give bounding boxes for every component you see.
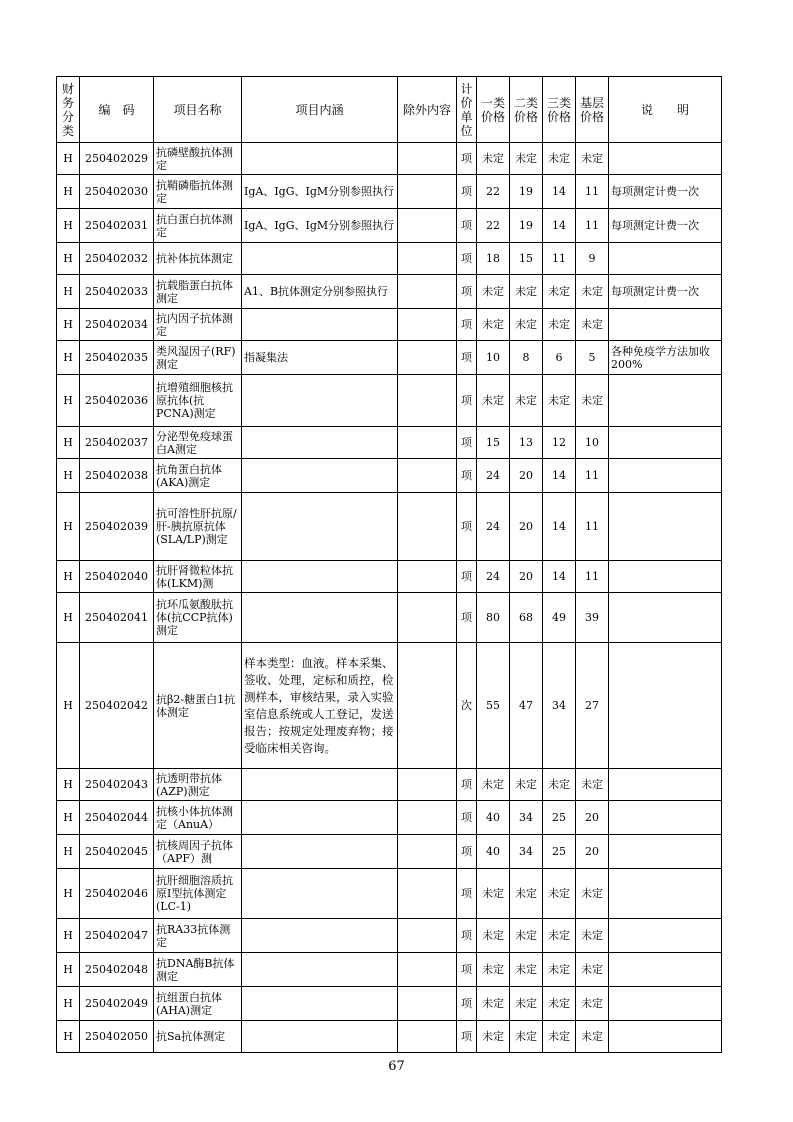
table-row — [57, 769, 722, 801]
table-row — [57, 919, 722, 953]
row-name: 分泌型免疫球蛋白A测定 — [154, 427, 242, 459]
row-name: 抗磷壁酸抗体测定 — [154, 143, 242, 175]
header-price2: 二类价格 — [510, 77, 543, 143]
row-price3: 49 — [543, 593, 576, 643]
row-price3: 未定 — [543, 919, 576, 953]
row-price-base: 未定 — [576, 987, 609, 1021]
row-price1: 未定 — [477, 869, 510, 919]
row-unit: 项 — [457, 275, 477, 309]
row-content: A1、B抗体测定分别参照执行 — [242, 275, 398, 309]
row-price3: 未定 — [543, 309, 576, 341]
row-price1: 未定 — [477, 275, 510, 309]
row-exclusion — [398, 175, 457, 209]
row-code: 250402042 — [80, 643, 154, 769]
row-category: H — [57, 835, 80, 869]
row-price2: 未定 — [510, 987, 543, 1021]
row-exclusion — [398, 561, 457, 593]
row-content — [242, 987, 398, 1021]
row-content — [242, 427, 398, 459]
row-exclusion — [398, 1021, 457, 1053]
row-content — [242, 919, 398, 953]
table-row — [57, 209, 722, 243]
row-name: 抗核小体抗体测定（AnuA） — [154, 801, 242, 835]
row-price1: 15 — [477, 427, 510, 459]
row-content — [242, 801, 398, 835]
row-code: 250402049 — [80, 987, 154, 1021]
row-note — [609, 561, 722, 593]
row-note: 每项测定计费一次 — [609, 175, 722, 209]
row-price3: 14 — [543, 175, 576, 209]
row-name: 抗β2-糖蛋白1抗体测定 — [154, 643, 242, 769]
row-price1: 未定 — [477, 143, 510, 175]
row-price2: 34 — [510, 801, 543, 835]
row-price-base: 未定 — [576, 769, 609, 801]
row-unit: 项 — [457, 427, 477, 459]
row-exclusion — [398, 643, 457, 769]
row-unit: 项 — [457, 309, 477, 341]
row-name: 抗肝细胞溶质抗原I型抗体测定(LC-1) — [154, 869, 242, 919]
row-exclusion — [398, 275, 457, 309]
row-price-base: 39 — [576, 593, 609, 643]
row-code: 250402033 — [80, 275, 154, 309]
row-note — [609, 309, 722, 341]
row-price2: 未定 — [510, 309, 543, 341]
row-code: 250402032 — [80, 243, 154, 275]
row-category: H — [57, 593, 80, 643]
row-unit: 项 — [457, 143, 477, 175]
row-unit: 项 — [457, 459, 477, 493]
row-unit: 项 — [457, 801, 477, 835]
row-name: 抗环瓜氨酸肽抗体(抗CCP抗体)测定 — [154, 593, 242, 643]
row-unit: 项 — [457, 209, 477, 243]
row-note — [609, 801, 722, 835]
row-exclusion — [398, 309, 457, 341]
row-price1: 24 — [477, 561, 510, 593]
row-name: 抗补体抗体测定 — [154, 243, 242, 275]
row-price1: 24 — [477, 459, 510, 493]
row-exclusion — [398, 243, 457, 275]
row-exclusion — [398, 769, 457, 801]
row-price3: 14 — [543, 493, 576, 561]
table-row — [57, 643, 722, 769]
row-content — [242, 309, 398, 341]
row-price3: 未定 — [543, 375, 576, 427]
row-price-base: 11 — [576, 459, 609, 493]
row-name: 抗内因子抗体测定 — [154, 309, 242, 341]
header-price1: 一类价格 — [477, 77, 510, 143]
row-price-base: 11 — [576, 561, 609, 593]
table-row — [57, 459, 722, 493]
row-unit: 项 — [457, 341, 477, 375]
row-note — [609, 243, 722, 275]
row-content — [242, 561, 398, 593]
header-name: 项目名称 — [154, 77, 242, 143]
row-unit: 项 — [457, 1021, 477, 1053]
row-price-base: 11 — [576, 175, 609, 209]
row-category: H — [57, 427, 80, 459]
row-code: 250402044 — [80, 801, 154, 835]
row-price3: 未定 — [543, 869, 576, 919]
row-category: H — [57, 375, 80, 427]
row-name: 抗可溶性肝抗原/肝-胰抗原抗体(SLA/LP)测定 — [154, 493, 242, 561]
row-price3: 未定 — [543, 143, 576, 175]
row-price1: 未定 — [477, 375, 510, 427]
header-unit: 计价单位 — [457, 77, 477, 143]
row-exclusion — [398, 143, 457, 175]
row-code: 250402048 — [80, 953, 154, 987]
table-body — [57, 143, 722, 1053]
row-price1: 未定 — [477, 919, 510, 953]
row-name: 抗组蛋白抗体(AHA)测定 — [154, 987, 242, 1021]
table-row — [57, 987, 722, 1021]
row-price2: 未定 — [510, 869, 543, 919]
row-unit: 项 — [457, 175, 477, 209]
row-content — [242, 1021, 398, 1053]
row-price1: 40 — [477, 835, 510, 869]
row-category: H — [57, 175, 80, 209]
table-row — [57, 375, 722, 427]
row-price2: 19 — [510, 175, 543, 209]
row-content: IgA、IgG、IgM分别参照执行 — [242, 209, 398, 243]
header-price3: 三类价格 — [543, 77, 576, 143]
row-code: 250402040 — [80, 561, 154, 593]
row-category: H — [57, 143, 80, 175]
row-price-base: 未定 — [576, 1021, 609, 1053]
table-row — [57, 309, 722, 341]
row-category: H — [57, 769, 80, 801]
header-content: 项目内涵 — [242, 77, 398, 143]
row-price3: 14 — [543, 209, 576, 243]
table-row — [57, 835, 722, 869]
row-unit: 项 — [457, 243, 477, 275]
row-price1: 未定 — [477, 1021, 510, 1053]
price-table — [56, 76, 722, 1053]
row-price3: 14 — [543, 459, 576, 493]
header-price-base: 基层价格 — [576, 77, 609, 143]
row-content — [242, 835, 398, 869]
row-price2: 未定 — [510, 375, 543, 427]
row-price1: 10 — [477, 341, 510, 375]
row-price1: 22 — [477, 175, 510, 209]
row-content — [242, 375, 398, 427]
row-code: 250402037 — [80, 427, 154, 459]
row-note — [609, 593, 722, 643]
row-exclusion — [398, 919, 457, 953]
row-unit: 项 — [457, 869, 477, 919]
row-price3: 未定 — [543, 275, 576, 309]
row-unit: 项 — [457, 375, 477, 427]
row-category: H — [57, 309, 80, 341]
row-note — [609, 459, 722, 493]
header-row — [57, 77, 722, 143]
row-price1: 24 — [477, 493, 510, 561]
row-name: 抗透明带抗体(AZP)测定 — [154, 769, 242, 801]
row-name: 抗白蛋白抗体测定 — [154, 209, 242, 243]
row-exclusion — [398, 835, 457, 869]
row-code: 250402050 — [80, 1021, 154, 1053]
row-price2: 47 — [510, 643, 543, 769]
table-row — [57, 561, 722, 593]
row-code: 250402041 — [80, 593, 154, 643]
row-unit: 次 — [457, 643, 477, 769]
row-exclusion — [398, 209, 457, 243]
header-category: 财务分类 — [57, 77, 80, 143]
row-content — [242, 869, 398, 919]
row-price-base: 未定 — [576, 869, 609, 919]
row-unit: 项 — [457, 953, 477, 987]
page-number: 67 — [388, 1059, 405, 1074]
row-price2: 15 — [510, 243, 543, 275]
row-content — [242, 953, 398, 987]
row-price2: 8 — [510, 341, 543, 375]
row-content — [242, 493, 398, 561]
row-note — [609, 375, 722, 427]
row-price3: 34 — [543, 643, 576, 769]
row-category: H — [57, 561, 80, 593]
header-note: 说 明 — [609, 77, 722, 143]
row-exclusion — [398, 459, 457, 493]
row-price2: 20 — [510, 459, 543, 493]
row-category: H — [57, 209, 80, 243]
row-price2: 13 — [510, 427, 543, 459]
row-price2: 未定 — [510, 769, 543, 801]
row-price3: 14 — [543, 561, 576, 593]
row-unit: 项 — [457, 987, 477, 1021]
row-price1: 55 — [477, 643, 510, 769]
row-price-base: 未定 — [576, 919, 609, 953]
row-category: H — [57, 953, 80, 987]
row-price3: 25 — [543, 801, 576, 835]
row-price-base: 10 — [576, 427, 609, 459]
row-price1: 18 — [477, 243, 510, 275]
row-note — [609, 869, 722, 919]
row-content — [242, 459, 398, 493]
row-exclusion — [398, 341, 457, 375]
row-price1: 未定 — [477, 987, 510, 1021]
row-note — [609, 769, 722, 801]
row-category: H — [57, 919, 80, 953]
row-unit: 项 — [457, 919, 477, 953]
table-row — [57, 143, 722, 175]
row-note: 每项测定计费一次 — [609, 209, 722, 243]
row-note: 每项测定计费一次 — [609, 275, 722, 309]
row-price1: 80 — [477, 593, 510, 643]
row-code: 250402034 — [80, 309, 154, 341]
row-price3: 未定 — [543, 987, 576, 1021]
row-category: H — [57, 987, 80, 1021]
row-price2: 未定 — [510, 919, 543, 953]
row-price2: 未定 — [510, 275, 543, 309]
row-note — [609, 643, 722, 769]
row-note — [609, 953, 722, 987]
row-price-base: 20 — [576, 835, 609, 869]
row-name: 抗角蛋白抗体(AKA)测定 — [154, 459, 242, 493]
row-price1: 未定 — [477, 769, 510, 801]
row-price3: 未定 — [543, 953, 576, 987]
row-content — [242, 243, 398, 275]
row-price2: 19 — [510, 209, 543, 243]
row-price1: 未定 — [477, 953, 510, 987]
row-price-base: 11 — [576, 493, 609, 561]
table-row — [57, 493, 722, 561]
row-code: 250402029 — [80, 143, 154, 175]
table-row — [57, 275, 722, 309]
table-row — [57, 869, 722, 919]
row-code: 250402045 — [80, 835, 154, 869]
row-price2: 未定 — [510, 143, 543, 175]
row-category: H — [57, 643, 80, 769]
row-category: H — [57, 493, 80, 561]
row-note — [609, 835, 722, 869]
row-note — [609, 427, 722, 459]
table-row — [57, 801, 722, 835]
row-category: H — [57, 869, 80, 919]
row-price2: 20 — [510, 561, 543, 593]
row-exclusion — [398, 427, 457, 459]
row-price3: 未定 — [543, 769, 576, 801]
table-row — [57, 341, 722, 375]
row-name: 抗DNA酶B抗体测定 — [154, 953, 242, 987]
row-price-base: 5 — [576, 341, 609, 375]
row-unit: 项 — [457, 835, 477, 869]
row-name: 抗肝肾微粒体抗体(LKM)测 — [154, 561, 242, 593]
row-code: 250402046 — [80, 869, 154, 919]
row-code: 250402038 — [80, 459, 154, 493]
row-price3: 6 — [543, 341, 576, 375]
row-price3: 25 — [543, 835, 576, 869]
row-price-base: 未定 — [576, 143, 609, 175]
row-content: 指凝集法 — [242, 341, 398, 375]
header-exclusion: 除外内容 — [398, 77, 457, 143]
row-note — [609, 919, 722, 953]
row-category: H — [57, 459, 80, 493]
row-category: H — [57, 1021, 80, 1053]
row-name: 抗核周因子抗体（APF）测 — [154, 835, 242, 869]
row-price2: 未定 — [510, 1021, 543, 1053]
row-unit: 项 — [457, 593, 477, 643]
row-unit: 项 — [457, 493, 477, 561]
row-price2: 34 — [510, 835, 543, 869]
row-unit: 项 — [457, 769, 477, 801]
row-name: 抗Sa抗体测定 — [154, 1021, 242, 1053]
row-exclusion — [398, 869, 457, 919]
row-content: 样本类型：血液。样本采集、签收、处理，定标和质控，检测样本，审核结果，录入实验室信息系统或人工登记，发送报告；按规定处理废弃物；接受临床相关咨询。 — [242, 643, 398, 769]
row-code: 250402043 — [80, 769, 154, 801]
row-exclusion — [398, 953, 457, 987]
table-row — [57, 175, 722, 209]
row-note: 各种免疫学方法加收200% — [609, 341, 722, 375]
row-price1: 未定 — [477, 309, 510, 341]
table-row — [57, 953, 722, 987]
table-row — [57, 243, 722, 275]
row-code: 250402031 — [80, 209, 154, 243]
row-code: 250402030 — [80, 175, 154, 209]
row-content: IgA、IgG、IgM分别参照执行 — [242, 175, 398, 209]
row-code: 250402047 — [80, 919, 154, 953]
row-price-base: 11 — [576, 209, 609, 243]
row-note — [609, 1021, 722, 1053]
row-name: 抗鞘磷脂抗体测定 — [154, 175, 242, 209]
row-exclusion — [398, 375, 457, 427]
row-content — [242, 593, 398, 643]
header-code: 编 码 — [80, 77, 154, 143]
row-price-base: 27 — [576, 643, 609, 769]
row-code: 250402036 — [80, 375, 154, 427]
row-exclusion — [398, 593, 457, 643]
row-code: 250402039 — [80, 493, 154, 561]
row-code: 250402035 — [80, 341, 154, 375]
table-row — [57, 1021, 722, 1053]
row-content — [242, 143, 398, 175]
row-name: 抗载脂蛋白抗体测定 — [154, 275, 242, 309]
row-price-base: 未定 — [576, 375, 609, 427]
table-row — [57, 593, 722, 643]
row-name: 类风湿因子(RF)测定 — [154, 341, 242, 375]
row-price3: 12 — [543, 427, 576, 459]
row-price3: 11 — [543, 243, 576, 275]
row-category: H — [57, 275, 80, 309]
row-price-base: 20 — [576, 801, 609, 835]
row-price-base: 9 — [576, 243, 609, 275]
row-price1: 40 — [477, 801, 510, 835]
row-price-base: 未定 — [576, 953, 609, 987]
row-note — [609, 987, 722, 1021]
row-price2: 未定 — [510, 953, 543, 987]
row-exclusion — [398, 493, 457, 561]
row-note — [609, 493, 722, 561]
row-note — [609, 143, 722, 175]
row-category: H — [57, 341, 80, 375]
row-name: 抗增殖细胞核抗原抗体(抗PCNA)测定 — [154, 375, 242, 427]
row-price-base: 未定 — [576, 275, 609, 309]
row-price2: 68 — [510, 593, 543, 643]
row-exclusion — [398, 801, 457, 835]
row-category: H — [57, 243, 80, 275]
row-name: 抗RA33抗体测定 — [154, 919, 242, 953]
row-price3: 未定 — [543, 1021, 576, 1053]
row-price2: 20 — [510, 493, 543, 561]
row-content — [242, 769, 398, 801]
row-price1: 22 — [477, 209, 510, 243]
row-category: H — [57, 801, 80, 835]
row-exclusion — [398, 987, 457, 1021]
row-unit: 项 — [457, 561, 477, 593]
table-row — [57, 427, 722, 459]
row-price-base: 未定 — [576, 309, 609, 341]
